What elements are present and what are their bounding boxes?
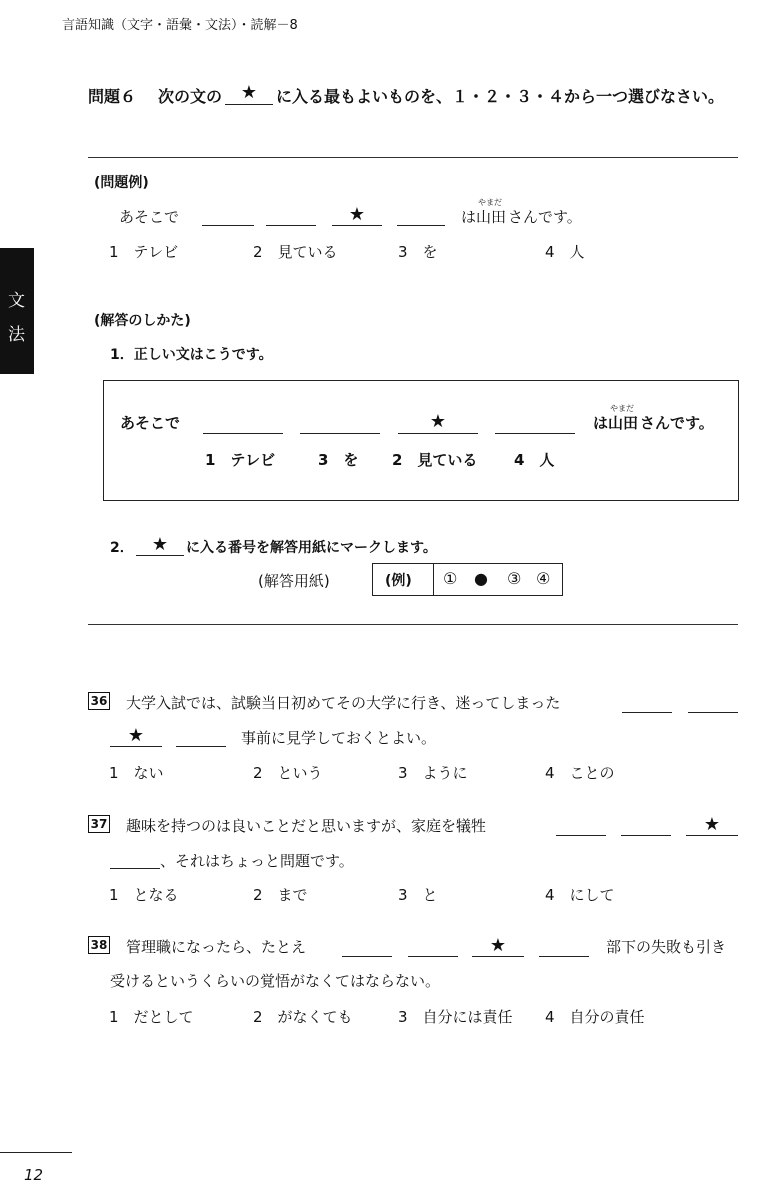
side-tab-char-1: 文 <box>8 291 25 311</box>
answer-mark-3: ③ <box>507 569 522 588</box>
side-tab <box>0 248 34 374</box>
answer-step-2-text: に入る番号を解答用紙にマークします。 <box>186 540 437 556</box>
question-36-line-1: 大学入試では、試験当日初めてその大学に行き、迷ってしまった <box>126 694 561 712</box>
box-sentence-start: あそこで <box>120 414 181 432</box>
q37-star: ★ <box>703 814 721 835</box>
instruction-before: 次の文の <box>158 87 223 106</box>
q37-blank-1 <box>556 835 606 836</box>
example-option-4: 4 人 <box>545 243 585 261</box>
question-36-line-2: 事前に見学しておくとよい。 <box>241 729 437 747</box>
step2-star: ★ <box>151 534 169 555</box>
q37-option-3: 3 と <box>398 886 438 904</box>
box-order-4: 4 人 <box>514 451 555 469</box>
instruction-star: ★ <box>240 82 258 103</box>
page-number: 12 <box>24 1166 44 1184</box>
question-38-line-1: 管理職になったら、たとえ <box>126 938 307 956</box>
q38-blank-2 <box>408 956 458 957</box>
answer-step-1: 1．正しい文はこうです。 <box>110 347 273 363</box>
example-blank-2 <box>266 225 316 226</box>
divider-top <box>88 157 738 158</box>
example-option-1: 1 テレビ <box>109 243 179 261</box>
example-blank-4 <box>397 225 445 226</box>
box-order-3: 2 見ている <box>392 451 478 469</box>
q36-blank-1 <box>622 712 672 713</box>
q37-option-1: 1 となる <box>109 886 179 904</box>
box-order-1: 1 テレビ <box>205 451 276 469</box>
correct-sentence-box <box>103 380 739 501</box>
q36-blank-4 <box>176 746 226 747</box>
q38-star: ★ <box>489 935 507 956</box>
example-star: ★ <box>348 204 366 225</box>
question-number-36: 36 <box>88 692 110 710</box>
answer-mark-2: ● <box>474 569 488 588</box>
box-blank-3 <box>398 433 478 434</box>
box-order-2: 3 を <box>318 451 359 469</box>
q36-option-3: 3 ように <box>398 764 468 782</box>
q36-blank-3 <box>110 746 162 747</box>
answer-sheet-box <box>372 563 563 596</box>
answer-mark-1: ① <box>443 569 458 588</box>
answer-method-heading: (解答のしかた) <box>94 313 191 329</box>
box-blank-4 <box>495 433 575 434</box>
step2-blank <box>136 555 184 556</box>
q37-blank-3 <box>686 835 738 836</box>
answer-sheet-example: (例) <box>385 573 412 589</box>
box-blank-1 <box>203 433 283 434</box>
q37-option-4: 4 にして <box>545 886 615 904</box>
example-end-kanji: 山田 <box>476 208 507 226</box>
example-blank-1 <box>202 225 254 226</box>
footer-rule <box>0 1152 72 1153</box>
q36-option-4: 4 ことの <box>545 764 615 782</box>
box-end-pre: は <box>593 414 609 432</box>
answer-sheet-divider <box>433 564 434 595</box>
question-number-38: 38 <box>88 936 110 954</box>
instruction-after: に入る最もよいものを、１・２・３・４から一つ選びなさい。 <box>276 87 725 106</box>
example-end-post: さんです。 <box>508 208 582 226</box>
q38-option-3: 3 自分には責任 <box>398 1008 513 1026</box>
q37-blank-4 <box>110 868 160 869</box>
example-heading: (問題例) <box>94 175 149 191</box>
q36-star: ★ <box>127 725 145 746</box>
box-ruby: やまだ <box>610 404 634 413</box>
divider-bottom <box>88 624 738 625</box>
q38-option-4: 4 自分の責任 <box>545 1008 645 1026</box>
q37-option-2: 2 まで <box>253 886 308 904</box>
example-blank-3 <box>332 225 382 226</box>
q37-blank-2 <box>621 835 671 836</box>
box-blank-2 <box>300 433 380 434</box>
side-tab-char-2: 法 <box>8 325 25 345</box>
q38-blank-3 <box>472 956 524 957</box>
example-sentence-start: あそこで <box>119 208 180 226</box>
q38-blank-4 <box>539 956 589 957</box>
answer-mark-4: ④ <box>536 569 551 588</box>
box-end-post: さんです。 <box>640 414 714 432</box>
q36-blank-2 <box>688 712 738 713</box>
q36-option-1: 1 ない <box>109 764 164 782</box>
q38-blank-1 <box>342 956 392 957</box>
page-header: 言語知識（文字・語彙・文法）・読解－8 <box>62 18 298 33</box>
example-ruby: やまだ <box>478 198 502 207</box>
box-end-kanji: 山田 <box>608 414 639 432</box>
example-option-2: 2 見ている <box>253 243 338 261</box>
q38-option-2: 2 がなくても <box>253 1008 353 1026</box>
question-number-37: 37 <box>88 815 110 833</box>
instruction-blank <box>225 104 273 105</box>
answer-step-2-prefix: 2． <box>110 540 134 556</box>
question-38-line-2: 受けるというくらいの覚悟がなくてはならない。 <box>110 972 441 990</box>
q36-option-2: 2 という <box>253 764 323 782</box>
problem-label: 問題６ <box>88 87 137 106</box>
question-37-line-2: 、それはちょっと問題です。 <box>160 852 354 870</box>
example-option-3: 3 を <box>398 243 438 261</box>
question-37-line-1: 趣味を持つのは良いことだと思いますが、家庭を犠牲 <box>126 817 487 835</box>
box-star: ★ <box>429 411 447 432</box>
q38-option-1: 1 だとして <box>109 1008 194 1026</box>
answer-sheet-label: (解答用紙) <box>258 572 330 590</box>
question-38-line-1-end: 部下の失敗も引き <box>606 938 727 956</box>
example-end-pre: は <box>461 208 477 226</box>
